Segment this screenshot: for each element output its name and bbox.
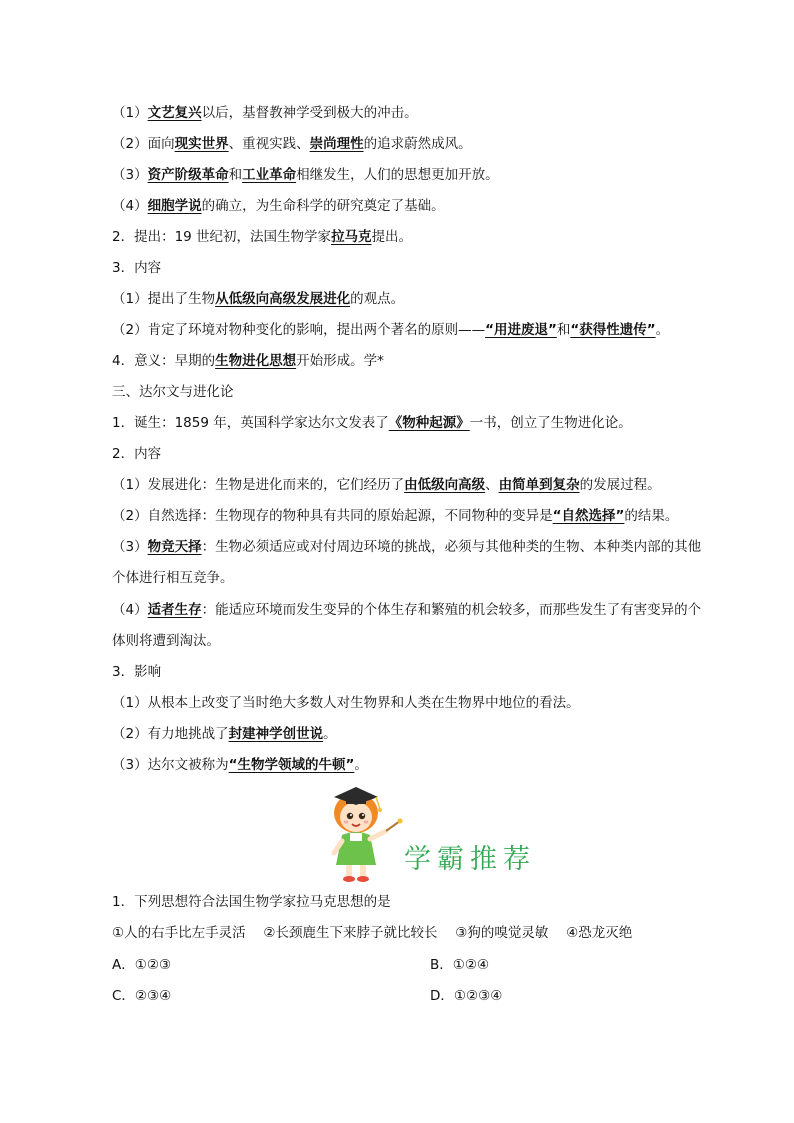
line-natural-selection	[112, 506, 678, 526]
keyword: 封建神学创世说	[228, 726, 324, 742]
text: 一书，创立了生物进化论。	[469, 415, 632, 431]
text: ①人的右手比左手灵活 ②长颈鹿生下来脖子就比较长 ③狗的嗅觉灵敏 ④恐龙灭绝	[112, 925, 633, 941]
line-survival	[112, 595, 707, 657]
text: （4）	[112, 198, 148, 214]
text: （1）提出了生物	[112, 291, 216, 307]
keyword: “生物学领域的牛顿”	[228, 757, 355, 773]
text: （2）有力地挑战了	[112, 726, 229, 742]
text: 的发展过程。	[579, 477, 661, 493]
keyword: 由低级向高级	[404, 477, 486, 493]
line-revolutions	[112, 165, 499, 185]
text: 1．诞生：1859 年，英国科学家达尔文发表了	[112, 415, 389, 431]
keyword: 崇尚理性	[309, 136, 364, 152]
text: ：能适应环境而发生变异的个体生存和繁殖的机会较多，而那些发生了有害变异的个体则将遭到淘汰。	[112, 602, 702, 649]
text: 。	[354, 757, 368, 773]
line-impact-1	[112, 693, 580, 713]
text: 的追求蔚然成风。	[363, 136, 472, 152]
text: 的确立，为生命科学的研究奠定了基础。	[201, 198, 445, 214]
text: （1）	[112, 105, 148, 121]
keyword: 适者生存	[147, 602, 202, 618]
student-mascot-illustration	[316, 783, 406, 883]
heading-content-2	[112, 444, 161, 464]
keyword: “自然选择”	[552, 508, 625, 524]
keyword: 文艺复兴	[147, 105, 202, 121]
line-competition	[112, 532, 707, 594]
line-significance	[112, 351, 384, 371]
text: 3．内容	[112, 260, 162, 276]
keyword: 拉马克	[331, 229, 372, 245]
text: 3．影响	[112, 664, 162, 680]
text: 。	[655, 322, 670, 338]
text: 开始形成。学*	[296, 353, 384, 369]
line-reality	[112, 134, 472, 154]
keyword: “获得性遗传”	[570, 322, 656, 338]
keyword: 物竞天择	[147, 539, 202, 555]
text: （3）	[112, 539, 148, 555]
section-heading-darwin	[112, 382, 234, 402]
text: （2）肯定了环境对物种变化的影响，提出两个著名的原则——	[112, 322, 486, 338]
text: （2）面向	[112, 136, 175, 152]
text: （3）达尔文被称为	[112, 757, 229, 773]
heading-content	[112, 258, 161, 278]
line-development	[112, 475, 661, 495]
text: 相继发生，人们的思想更加开放。	[296, 167, 499, 183]
text: 和	[556, 322, 571, 338]
question-items	[112, 923, 632, 943]
text: （4）	[112, 602, 148, 618]
text: 提出。	[371, 229, 413, 245]
option-d[interactable]: D．①②③④	[430, 988, 503, 1004]
line-evolution-view	[112, 289, 404, 309]
text: 的结果。	[624, 508, 679, 524]
line-impact-3	[112, 755, 368, 775]
banner-title: 学霸推荐	[404, 844, 536, 875]
text: （1）发展进化：生物是进化而来的，它们经历了	[112, 477, 405, 493]
line-birth	[112, 413, 632, 433]
text: ：生物必须适应或对付周边环境的挑战，必须与其他种类的生物、本种类内部的其他个体进行相互竞争。	[112, 539, 702, 586]
text: 2．提出：19 世纪初，法国生物学家	[112, 229, 332, 245]
text: 2．内容	[112, 446, 162, 462]
keyword: 生物进化思想	[215, 353, 297, 369]
keyword: 《物种起源》	[388, 415, 470, 431]
text: （3）	[112, 167, 148, 183]
option-a[interactable]: A．①②③	[112, 957, 172, 973]
text: 、重视实践、	[228, 136, 310, 152]
line-principles	[112, 320, 669, 340]
line-renaissance	[112, 103, 418, 123]
keyword: 从低级向高级发展进化	[215, 291, 351, 307]
keyword: “用进废退”	[485, 322, 557, 338]
option-b[interactable]: B．①②④	[430, 957, 490, 973]
text: 三、达尔文与进化论	[112, 384, 234, 400]
keyword: 现实世界	[174, 136, 229, 152]
keyword: 细胞学说	[147, 198, 202, 214]
keyword: 资产阶级革命	[147, 167, 229, 183]
text: （2）自然选择：生物现存的物种具有共同的原始起源，不同物种的变异是	[112, 508, 553, 524]
question-stem	[112, 892, 391, 912]
option-c[interactable]: C．②③④	[112, 988, 172, 1004]
line-cell-theory	[112, 196, 445, 216]
text: 以后，基督教神学受到极大的冲击。	[201, 105, 418, 121]
text: 和	[228, 167, 243, 183]
text: 。	[323, 726, 337, 742]
text: 4．意义：早期的	[112, 353, 216, 369]
heading-impact	[112, 662, 161, 682]
keyword: 工业革命	[242, 167, 297, 183]
text: （1）从根本上改变了当时绝大多数人对生物界和人类在生物界中地位的看法。	[112, 695, 580, 711]
text: 1．下列思想符合法国生物学家拉马克思想的是	[112, 894, 391, 910]
keyword: 由简单到复杂	[498, 477, 580, 493]
text: 的观点。	[350, 291, 405, 307]
line-impact-2	[112, 724, 337, 744]
line-proposer	[112, 227, 412, 247]
text: 、	[485, 477, 499, 493]
